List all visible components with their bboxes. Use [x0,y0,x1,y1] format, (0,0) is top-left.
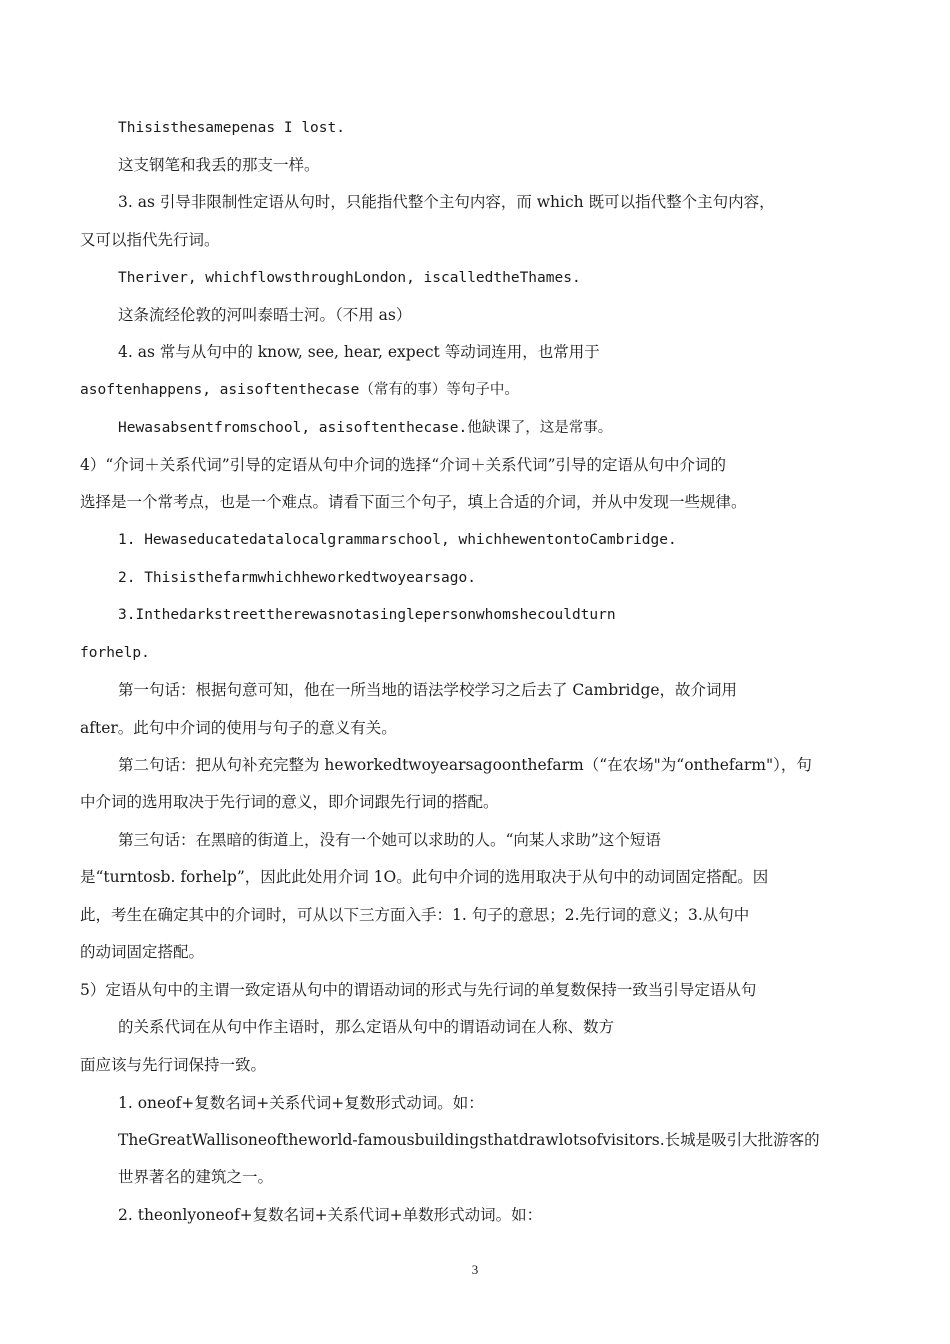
analysis-2: 第二句话：把从句补充完整为 heworkedtwoyearsagoonthefarm（“在农场"为“onthefarm"），句 [118,756,812,774]
example-sentence: Theriver, whichflowsthroughLondon, iscalledtheThames. [118,270,581,286]
rule-3-text-cont: 又可以指代先行词。 [80,231,220,249]
rule-2: 2. theonlyoneof+复数名词+关系代词+单数形式动词。如： [118,1206,543,1224]
translation: 这条流经伦敦的河叫泰晤士河。（不用 as） [118,306,412,324]
rule-1: 1. oneof+复数名词+关系代词+复数形式动词。如： [118,1094,484,1112]
section-4-heading: 4）“介词＋关系代词”引导的定语从句中介词的选择“介词＋关系代词”引导的定语从句中介词的 [80,456,727,474]
example-sentence: Hewasabsentfromschool, asisoftenthecase.他缺课了，这是常事。 [118,420,613,436]
rule-3-text: 3. as 引导非限制性定语从句时，只能指代整个主句内容，而 which 既可以指代整个主句内容， [118,193,775,211]
analysis-1: 第一句话：根据句意可知，他在一所当地的语法学校学习之后去了 Cambridge，故介词用 [118,681,738,699]
example-sentence: Thisisthesamepenas I lost. [118,120,345,136]
analysis-1-cont: after。此句中介词的使用与句子的意义有关。 [80,719,397,737]
analysis-2-cont: 中介词的选用取决于先行词的意义，即介词跟先行词的搭配。 [80,793,499,811]
analysis-3-cont: 是“turntosb. forhelp”，因此此处用介词 1O。此句中介词的选用取决于从句中的动词固定搭配。因 [80,868,769,886]
analysis-3-cont: 的动词固定搭配。 [80,943,205,961]
rule-4-text-cont: asoftenhappens, asisoftenthecase（常有的事）等句子中。 [80,382,519,398]
section-4-text: 选择是一个常考点，也是一个难点。请看下面三个句子，填上合适的介词，并从中发现一些规律。 [80,493,747,511]
analysis-3: 第三句话：在黑暗的街道上，没有一个她可以求助的人。“向某人求助”这个短语 [118,831,661,849]
analysis-3-cont: 此，考生在确定其中的介词时，可从以下三方面入手：1. 句子的意思；2.先行词的意义；3.从句中 [80,906,750,924]
example-3: 3.Inthedarkstreettherewasnotasinglepersonwhomshecouldturn [118,607,616,623]
rule-4-text: 4. as 常与从句中的 know, see, hear, expect 等动词连用，也常用于 [118,343,600,361]
example-3-cont: forhelp. [80,645,150,661]
section-5-heading: 5）定语从句中的主谓一致定语从句中的谓语动词的形式与先行词的单复数保持一致当引导定语从句 [80,981,757,999]
translation: 这支钢笔和我丢的那支一样。 [118,156,320,174]
translation: 世界著名的建筑之一。 [118,1168,274,1186]
example-sentence: TheGreatWallisoneoftheworld-famousbuildingsthatdrawlotsofvisitors.长城是吸引大批游客的 [118,1131,820,1149]
section-5-text-cont: 面应该与先行词保持一致。 [80,1056,267,1074]
page-number: 3 [471,1262,479,1277]
example-1: 1. Hewaseducatedatalocalgrammarschool, whichhewentontoCambridge. [118,532,677,548]
example-2: 2. Thisisthefarmwhichheworkedtwoyearsago. [118,570,476,586]
section-5-text: 的关系代词在从句中作主语时，那么定语从句中的谓语动词在人称、数方 [118,1018,615,1036]
